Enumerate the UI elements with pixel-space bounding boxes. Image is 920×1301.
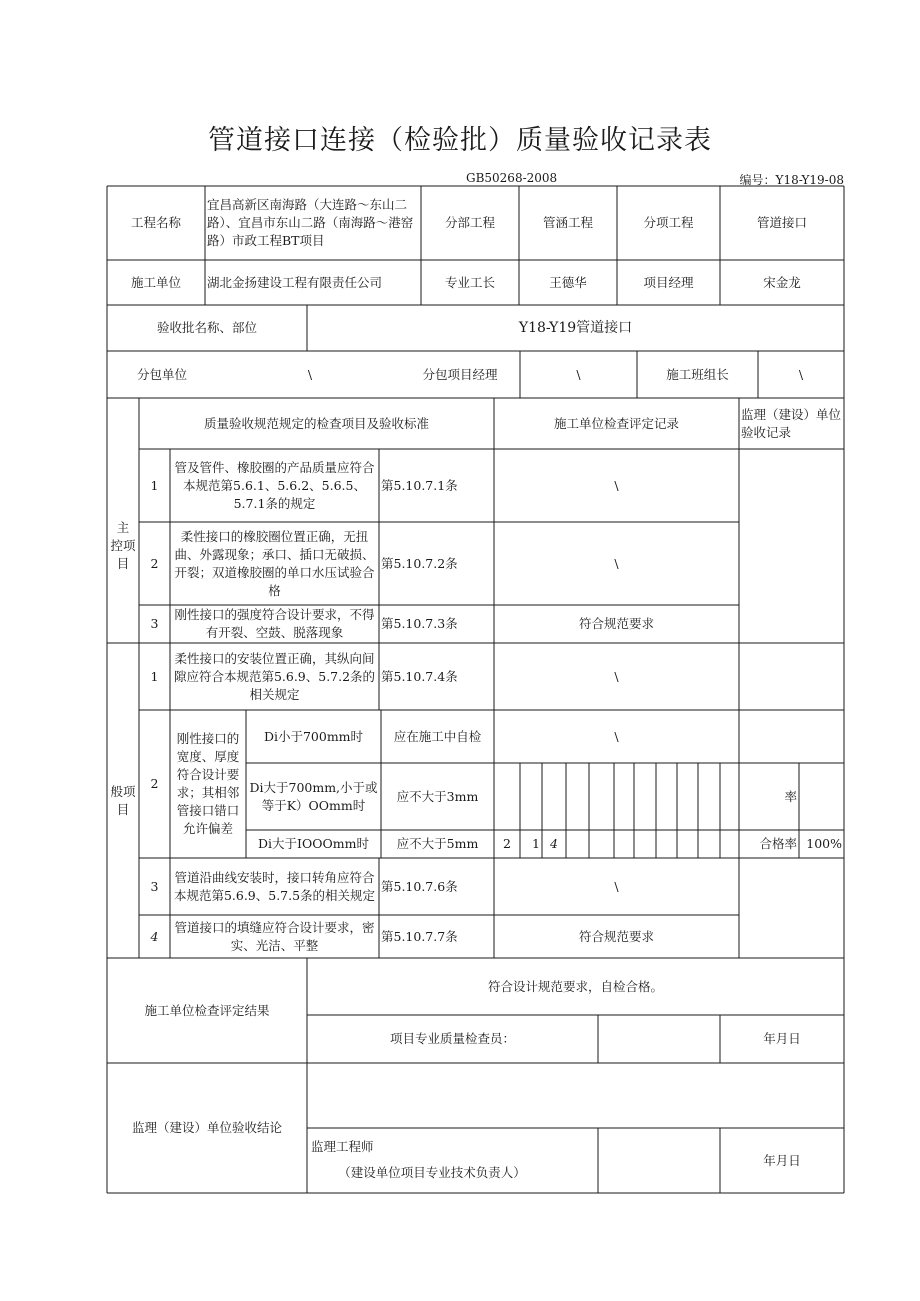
- sub-project-value: 管涵工程: [542, 215, 593, 230]
- general-item-no: 4: [150, 928, 159, 944]
- general-item-desc: 柔性接口的安装位置正确，其纵向间隙应符合本规范第5.6.9、5.7.2条的相关规定: [173, 650, 376, 702]
- general-item-result: \: [614, 668, 619, 684]
- sub-pm-value: \: [576, 366, 581, 382]
- contractor-label: 施工单位: [130, 274, 181, 290]
- standard-code: GB50268-2008: [466, 171, 558, 185]
- pass-rate-label: 率: [784, 788, 797, 804]
- foreman-value: 王德华: [549, 274, 587, 290]
- pm-value: 宋金龙: [763, 274, 801, 290]
- engineer-sub-label: （建设单位项目专业技术负责人）: [338, 1165, 526, 1180]
- engineer-label: 监理工程师: [311, 1139, 374, 1154]
- col-record: 施工单位检查评定记录: [553, 415, 679, 431]
- team-leader-value: \: [798, 366, 804, 382]
- general-item-no: 2: [150, 776, 159, 791]
- page-title: 管道接口连接（检验批）质量验收记录表: [208, 125, 712, 156]
- general-item-no: 1: [150, 668, 159, 684]
- main-item-result: \: [614, 477, 619, 493]
- general-item-result: \: [614, 878, 619, 894]
- pm-label: 项目经理: [643, 274, 694, 290]
- general-item-clause: 第5.10.7.7条: [381, 928, 458, 944]
- main-item-clause: 第5.10.7.3条: [381, 616, 458, 631]
- col-supervision: 监理（建设）单位验收记录: [741, 406, 842, 440]
- main-item-desc: 刚性接口的强度符合设计要求，不得有开裂、空鼓、脱落现象: [174, 607, 375, 640]
- main-item-result: 符合规范要求: [578, 616, 654, 631]
- project-name-value: 宜昌高新区南海路（大连路～东山二路）、宜昌市东山二路（南海路～港窑路）市政工程BT项目: [207, 197, 414, 248]
- deviation-condition: Di大于IOOOmm时: [258, 836, 369, 851]
- team-leader-label: 施工班组长: [666, 366, 729, 382]
- subcontractor-label: 分包单位: [136, 366, 187, 382]
- pass-rate-label: 合格率: [759, 836, 797, 851]
- main-item-no: 3: [150, 616, 159, 631]
- foreman-label: 专业工长: [444, 274, 495, 290]
- general-item-clause: 第5.10.7.6条: [381, 878, 458, 894]
- deviation-result: \: [614, 728, 619, 744]
- general-item-result: 符合规范要求: [578, 928, 654, 944]
- pass-rate-value: 100%: [806, 836, 842, 851]
- main-item-desc: 管及管件、橡胶圈的产品质量应符合本规范第5.6.1、5.6.2、5.6.5、5.7.1条的规定: [174, 459, 375, 511]
- deviation-condition: Di大于700mm,小于或等于K）OOmm时: [249, 779, 378, 813]
- deviation-clause: 应在施工中自检: [393, 728, 482, 744]
- measurement-value: 1: [532, 836, 540, 851]
- main-control-label: 主 控项目: [110, 520, 136, 571]
- sub-item-value: 管道接口: [756, 215, 807, 230]
- main-item-result: \: [614, 555, 619, 571]
- measurement-value: 4: [550, 836, 558, 851]
- inspector-label: 项目专业质量检查员：: [389, 1031, 515, 1046]
- general-label: 般项目: [110, 783, 136, 817]
- contractor-result-text: 符合设计规范要求，自检合格。: [487, 978, 663, 994]
- sub-pm-label: 分包项目经理: [422, 366, 498, 382]
- sub-item-label: 分项工程: [643, 215, 694, 230]
- main-item-clause: 第5.10.7.2条: [381, 555, 458, 571]
- deviation-clause: 应不大于5mm: [396, 836, 479, 851]
- general-item-desc: 刚性接口的宽度、厚度符合设计要求；其相邻管接口错口允许偏差: [176, 731, 240, 836]
- general-item-clause: 第5.10.7.4条: [381, 668, 458, 684]
- date-field: 年月日: [763, 1031, 801, 1046]
- col-standard: 质量验收规范规定的检查项目及验收标准: [203, 415, 429, 431]
- contractor-result-label: 施工单位检查评定结果: [144, 1002, 270, 1018]
- deviation-condition: Di小于700mm时: [263, 728, 364, 744]
- deviation-clause: 应不大于3mm: [396, 788, 479, 804]
- contractor-value: 湖北金扬建设工程有限责任公司: [207, 274, 383, 290]
- main-item-no: 1: [150, 477, 159, 493]
- batch-label: 验收批名称、部位: [156, 320, 257, 335]
- project-name-label: 工程名称: [130, 215, 181, 230]
- measurement-value: 2: [503, 836, 511, 851]
- date-field: 年月日: [763, 1152, 801, 1168]
- form-number: 编号：Y18-Y19-08: [739, 173, 844, 187]
- supervision-label: 监理（建设）单位验收结论: [131, 1120, 282, 1135]
- subcontractor-value: \: [307, 366, 313, 382]
- main-item-desc: 柔性接口的橡胶圈位置正确，无扭曲、外露现象；承口、插口无破损、开裂；双道橡胶圈的单口水压试验合格: [174, 528, 375, 598]
- sub-project-label: 分部工程: [444, 215, 495, 230]
- general-item-no: 3: [150, 878, 159, 894]
- batch-value: Y18-Y19管道接口: [518, 320, 633, 336]
- main-item-clause: 第5.10.7.1条: [381, 477, 458, 493]
- general-item-desc: 管道接口的填缝应符合设计要求，密实、光洁、平整: [174, 919, 375, 953]
- main-item-no: 2: [150, 555, 159, 571]
- general-item-desc: 管道沿曲线安装时，接口转角应符合本规范第5.6.9、5.7.5条的相关规定: [173, 869, 376, 903]
